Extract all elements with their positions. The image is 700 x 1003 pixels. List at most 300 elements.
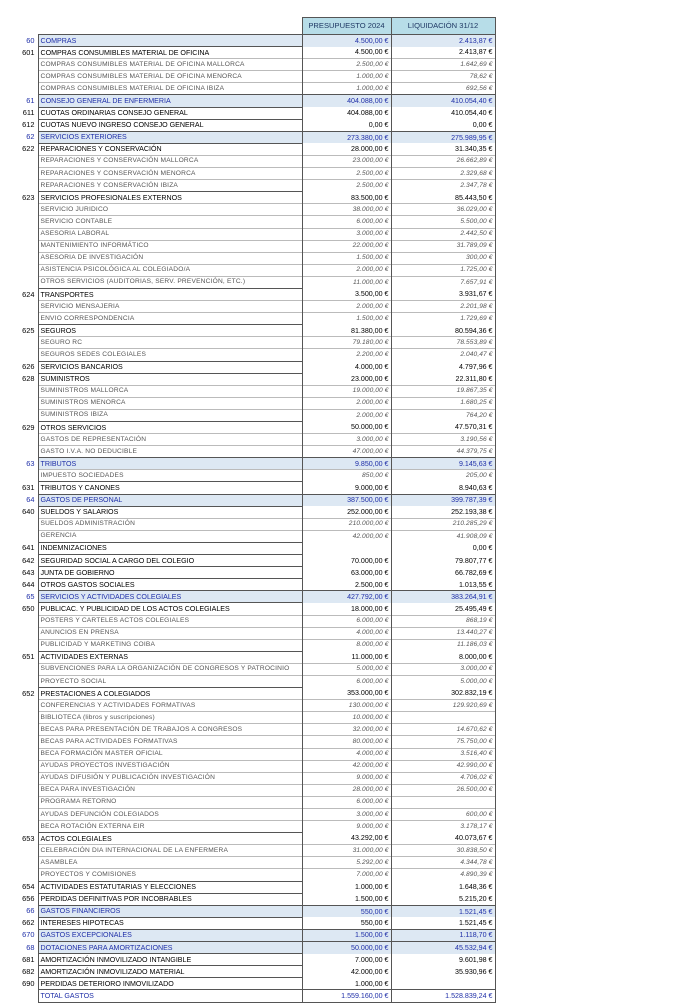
account-code: [9, 83, 38, 95]
detail-row: [9, 518, 495, 530]
account-description: PROYECTOS Y COMISIONES: [38, 869, 302, 881]
account-code: [9, 397, 38, 409]
account-row: [9, 325, 495, 337]
settled-amount: 8.000,00 €: [391, 651, 495, 663]
budget-amount: 79.180,00 €: [302, 337, 391, 349]
account-group-row: [9, 494, 495, 506]
detail-row: [9, 71, 495, 83]
budget-amount: 387.500,00 €: [302, 494, 391, 506]
settled-amount: 2.347,78 €: [391, 180, 495, 192]
account-code: 662: [22, 918, 35, 928]
account-code: [9, 301, 38, 313]
account-code: [9, 748, 38, 760]
account-code: 654: [22, 882, 35, 892]
settled-amount: 2.040,47 €: [391, 349, 495, 361]
budget-amount: 8.000,00 €: [302, 639, 391, 651]
budget-amount: 6.000,00 €: [302, 675, 391, 687]
budget-amount: 1.500,00 €: [302, 313, 391, 325]
account-code: [9, 470, 38, 482]
account-code: 690: [22, 978, 35, 988]
account-description: SERVICIOS EXTERIORES: [38, 131, 302, 143]
account-code: [9, 845, 38, 857]
account-description: DOTACIONES PARA AMORTIZACIONES: [38, 942, 302, 954]
detail-row: [9, 397, 495, 409]
settled-amount: 9.601,98 €: [391, 954, 495, 966]
account-description: COMPRAS CONSUMIBLES MATERIAL DE OFICINA MENORCA: [38, 71, 302, 83]
account-code: [9, 216, 38, 228]
budget-amount: 273.380,00 €: [302, 131, 391, 143]
account-description: SUBVENCIONES PARA LA ORGANIZACIÓN DE CONGRESOS Y PATROCINIO: [38, 663, 302, 675]
account-description: ENVIO CORRESPONDENCIA: [38, 313, 302, 325]
settled-amount: 1.729,69 €: [391, 313, 495, 325]
detail-row: [9, 712, 495, 724]
account-code: [9, 168, 38, 180]
account-code: [9, 530, 38, 542]
settled-amount: 1.725,00 €: [391, 264, 495, 276]
detail-row: [9, 409, 495, 421]
budget-amount: 11.000,00 €: [302, 651, 391, 663]
settled-amount: 4.797,96 €: [391, 361, 495, 373]
account-description: GASTOS DE REPRESENTACIÓN: [38, 434, 302, 446]
account-row: [9, 361, 495, 373]
budget-amount: 18.000,00 €: [302, 603, 391, 615]
detail-row: [9, 276, 495, 288]
budget-amount: 2.000,00 €: [302, 397, 391, 409]
budget-amount: 9.850,00 €: [302, 458, 391, 470]
account-code: 61: [9, 95, 38, 107]
budget-amount: 0,00 €: [302, 119, 391, 131]
budget-amount: 3.000,00 €: [302, 809, 391, 821]
header-blank-code: [9, 18, 38, 35]
account-code: [9, 518, 38, 530]
budget-amount: 31.000,00 €: [302, 845, 391, 857]
settled-amount: 410.054,40 €: [391, 95, 495, 107]
settled-amount: 31.340,35 €: [391, 143, 495, 155]
settled-amount: 9.145,63 €: [391, 458, 495, 470]
account-code: 670: [9, 929, 38, 941]
settled-amount: 66.782,69 €: [391, 567, 495, 579]
budget-amount: 1.000,00 €: [302, 71, 391, 83]
detail-row: [9, 446, 495, 458]
detail-row: [9, 59, 495, 71]
settled-amount: 1.528.839,24 €: [391, 990, 495, 1002]
budget-amount: 3.000,00 €: [302, 228, 391, 240]
budget-amount: 2.500,00 €: [302, 579, 391, 591]
account-description: ACTOS COLEGIALES: [38, 833, 302, 845]
settled-amount: 1.642,69 €: [391, 59, 495, 71]
account-code: [9, 663, 38, 675]
budget-amount: 1.000,00 €: [302, 83, 391, 95]
settled-amount: 78.553,89 €: [391, 337, 495, 349]
account-description: PUBLICAC. Y PUBLICIDAD DE LOS ACTOS COLEGIALES: [38, 603, 302, 615]
budget-amount: 5.292,00 €: [302, 857, 391, 869]
detail-row: [9, 760, 495, 772]
account-row: [9, 917, 495, 929]
settled-amount: 0,00 €: [391, 542, 495, 554]
settled-amount: 42.990,00 €: [391, 760, 495, 772]
detail-row: [9, 772, 495, 784]
account-code: [9, 809, 38, 821]
account-description: COMPRAS CONSUMIBLES MATERIAL DE OFICINA IBIZA: [38, 83, 302, 95]
detail-row: [9, 736, 495, 748]
account-row: [9, 542, 495, 554]
detail-row: [9, 204, 495, 216]
settled-amount: 1.521,45 €: [391, 917, 495, 929]
settled-amount: 275.989,95 €: [391, 131, 495, 143]
settled-amount: 75.750,00 €: [391, 736, 495, 748]
account-code: 65: [9, 591, 38, 603]
account-code: 625: [22, 325, 35, 335]
budget-amount: 2.000,00 €: [302, 301, 391, 313]
budget-amount: 1.559.160,00 €: [302, 990, 391, 1002]
account-code: [9, 675, 38, 687]
header-blank-desc: [38, 18, 302, 35]
account-code: 650: [22, 603, 35, 613]
budget-amount: 2.500,00 €: [302, 180, 391, 192]
account-description: COMPRAS CONSUMIBLES MATERIAL DE OFICINA: [38, 47, 302, 59]
account-code: [9, 712, 38, 724]
settled-amount: 1.648,36 €: [391, 881, 495, 893]
account-description: SUMINISTROS MENORCA: [38, 397, 302, 409]
budget-amount: 1.000,00 €: [302, 881, 391, 893]
account-row: [9, 373, 495, 385]
account-description: CUOTAS ORDINARIAS CONSEJO GENERAL: [38, 107, 302, 119]
settled-amount: 0,00 €: [391, 119, 495, 131]
account-description: SUMINISTROS: [38, 373, 302, 385]
settled-amount: 1.013,55 €: [391, 579, 495, 591]
account-code: 66: [9, 905, 38, 917]
account-description: GASTOS EXCEPCIONALES: [38, 929, 302, 941]
account-code: [9, 409, 38, 421]
account-description: ACTIVIDADES EXTERNAS: [38, 651, 302, 663]
account-description: COMPRAS CONSUMIBLES MATERIAL DE OFICINA MALLORCA: [38, 59, 302, 71]
settled-amount: 1.521,45 €: [391, 905, 495, 917]
account-description: INDEMNIZACIONES: [38, 542, 302, 554]
account-code: [9, 760, 38, 772]
settled-amount: 5.215,20 €: [391, 893, 495, 905]
account-code: 641: [22, 543, 35, 553]
budget-amount: [302, 542, 391, 554]
account-row: [9, 688, 495, 700]
account-description: BECAS PARA ACTIVIDADES FORMATIVAS: [38, 736, 302, 748]
settled-amount: 41.908,09 €: [391, 530, 495, 542]
account-description: CUOTAS NUEVO INGRESO CONSEJO GENERAL: [38, 119, 302, 131]
settled-amount: 1.118,70 €: [391, 929, 495, 941]
settled-amount: 4.344,78 €: [391, 857, 495, 869]
account-row: [9, 567, 495, 579]
settled-amount: 4.890,39 €: [391, 869, 495, 881]
account-row: [9, 288, 495, 300]
account-description: SEGURIDAD SOCIAL A CARGO DEL COLEGIO: [38, 555, 302, 567]
account-code: [9, 990, 38, 1002]
detail-row: [9, 337, 495, 349]
account-code: 622: [22, 144, 35, 154]
budget-amount: 7.000,00 €: [302, 954, 391, 966]
account-description: GASTOS FINANCIEROS: [38, 905, 302, 917]
account-code: 644: [22, 579, 35, 589]
account-row: [9, 119, 495, 131]
detail-row: [9, 530, 495, 542]
budget-amount: 2.000,00 €: [302, 409, 391, 421]
settled-amount: 3.516,40 €: [391, 748, 495, 760]
settled-amount: [391, 712, 495, 724]
account-group-row: [9, 95, 495, 107]
account-description: ASESORIA DE INVESTIGACIÓN: [38, 252, 302, 264]
account-code: 652: [22, 688, 35, 698]
detail-row: [9, 155, 495, 167]
account-group-row: [9, 131, 495, 143]
budget-amount: 9.000,00 €: [302, 821, 391, 833]
settled-amount: 600,00 €: [391, 809, 495, 821]
settled-amount: 8.940,63 €: [391, 482, 495, 494]
account-code: 60: [9, 35, 38, 47]
account-description: OTROS GASTOS SOCIALES: [38, 579, 302, 591]
budget-amount: 4.500,00 €: [302, 35, 391, 47]
settled-amount: 2.442,50 €: [391, 228, 495, 240]
budget-amount: 38.000,00 €: [302, 204, 391, 216]
account-group-row: [9, 905, 495, 917]
detail-row: [9, 470, 495, 482]
account-description: CELEBRACIÓN DIA INTERNACIONAL DE LA ENFERMERA: [38, 845, 302, 857]
detail-row: [9, 857, 495, 869]
settled-amount: 383.264,91 €: [391, 591, 495, 603]
account-code: [9, 349, 38, 361]
account-code: 681: [22, 954, 35, 964]
account-code: 62: [9, 131, 38, 143]
account-description: ASAMBLEA: [38, 857, 302, 869]
account-row: [9, 978, 495, 990]
budget-amount: 7.000,00 €: [302, 869, 391, 881]
account-code: [9, 264, 38, 276]
budget-amount: 28.000,00 €: [302, 784, 391, 796]
budget-amount: 23.000,00 €: [302, 155, 391, 167]
detail-row: [9, 301, 495, 313]
account-description: BECAS PARA PRESENTACIÓN DE TRABAJOS A CONGRESOS: [38, 724, 302, 736]
settled-amount: 26.500,00 €: [391, 784, 495, 796]
settled-amount: 2.201,98 €: [391, 301, 495, 313]
budget-amount: 9.000,00 €: [302, 482, 391, 494]
detail-row: [9, 809, 495, 821]
account-code: [9, 772, 38, 784]
account-code: [9, 313, 38, 325]
account-row: [9, 954, 495, 966]
account-row: [9, 47, 495, 59]
account-code: [9, 276, 38, 288]
settled-amount: 300,00 €: [391, 252, 495, 264]
account-description: SERVICIO MENSAJERIA: [38, 301, 302, 313]
account-code: [9, 180, 38, 192]
settled-amount: 410.054,40 €: [391, 107, 495, 119]
detail-row: [9, 663, 495, 675]
settled-amount: 14.670,62 €: [391, 724, 495, 736]
account-description: CONSEJO GENERAL DE ENFERMERIA: [38, 95, 302, 107]
account-code: 642: [22, 555, 35, 565]
account-description: BECA FORMACIÓN MASTER OFICIAL: [38, 748, 302, 760]
account-description: SEGUROS SEDES COLEGIALES: [38, 349, 302, 361]
account-code: 63: [9, 458, 38, 470]
settled-amount: 40.073,67 €: [391, 833, 495, 845]
detail-row: [9, 264, 495, 276]
account-code: 651: [22, 652, 35, 662]
account-description: TOTAL GASTOS: [38, 990, 302, 1002]
budget-amount: 252.000,00 €: [302, 506, 391, 518]
account-row: [9, 966, 495, 978]
total-row: [9, 990, 495, 1002]
detail-row: [9, 724, 495, 736]
account-description: OTROS SERVICIOS (AUDITORIAS, SERV. PREVENCIÓN, ETC.): [38, 276, 302, 288]
account-row: [9, 192, 495, 204]
account-description: SERVICIOS BANCARIOS: [38, 361, 302, 373]
budget-amount: 63.000,00 €: [302, 567, 391, 579]
account-description: PUBLICIDAD Y MARKETING COIBA: [38, 639, 302, 651]
budget-amount: 4.000,00 €: [302, 361, 391, 373]
settled-amount: 210.285,29 €: [391, 518, 495, 530]
settled-amount: 80.594,36 €: [391, 325, 495, 337]
settled-amount: 2.329,68 €: [391, 168, 495, 180]
account-row: [9, 881, 495, 893]
account-group-row: [9, 35, 495, 47]
settled-amount: 252.193,38 €: [391, 506, 495, 518]
detail-row: [9, 639, 495, 651]
account-description: REPARACIONES Y CONSERVACIÓN: [38, 143, 302, 155]
account-description: AMORTIZACIÓN INMOVILIZADO INTANGIBLE: [38, 954, 302, 966]
account-code: 68: [9, 942, 38, 954]
budget-amount: 2.200,00 €: [302, 349, 391, 361]
account-description: REPARACIONES Y CONSERVACIÓN MALLORCA: [38, 155, 302, 167]
settled-amount: 3.931,67 €: [391, 288, 495, 300]
account-code: 624: [22, 289, 35, 299]
budget-amount: 353.000,00 €: [302, 688, 391, 700]
account-description: TRIBUTOS Y CANONES: [38, 482, 302, 494]
budget-amount: 850,00 €: [302, 470, 391, 482]
account-description: BECA PARA INVESTIGACIÓN: [38, 784, 302, 796]
settled-amount: 868,19 €: [391, 615, 495, 627]
account-description: PERDIDAS DETERIORO INMOVILIZADO: [38, 978, 302, 990]
account-row: [9, 143, 495, 155]
account-code: 64: [9, 494, 38, 506]
settled-amount: 5.000,00 €: [391, 675, 495, 687]
settled-amount: 1.680,25 €: [391, 397, 495, 409]
account-code: 629: [22, 422, 35, 432]
account-description: JUNTA DE GOBIERNO: [38, 567, 302, 579]
settled-amount: 7.657,91 €: [391, 276, 495, 288]
detail-row: [9, 821, 495, 833]
account-description: SUMINISTROS IBIZA: [38, 409, 302, 421]
detail-row: [9, 627, 495, 639]
account-group-row: [9, 942, 495, 954]
budget-amount: 3.500,00 €: [302, 288, 391, 300]
account-description: SERVICIO JURIDICO: [38, 204, 302, 216]
budget-amount: 2.500,00 €: [302, 168, 391, 180]
account-code: 631: [22, 483, 35, 493]
detail-row: [9, 796, 495, 808]
budget-amount: 6.000,00 €: [302, 216, 391, 228]
budget-amount: 6.000,00 €: [302, 615, 391, 627]
detail-row: [9, 168, 495, 180]
account-description: OTROS SERVICIOS: [38, 422, 302, 434]
account-description: SERVICIO CONTABLE: [38, 216, 302, 228]
account-description: INTERESES HIPOTECAS: [38, 917, 302, 929]
account-code: 601: [22, 47, 35, 57]
account-description: ACTIVIDADES ESTATUTARIAS Y ELECCIONES: [38, 881, 302, 893]
budget-amount: 4.500,00 €: [302, 47, 391, 59]
budget-amount: 70.000,00 €: [302, 555, 391, 567]
account-row: [9, 107, 495, 119]
settled-amount: 399.787,39 €: [391, 494, 495, 506]
settled-amount: 4.706,02 €: [391, 772, 495, 784]
account-description: SERVICIOS Y ACTIVIDADES COLEGIALES: [38, 591, 302, 603]
account-description: SERVICIOS PROFESIONALES EXTERNOS: [38, 192, 302, 204]
settled-amount: 129.920,69 €: [391, 700, 495, 712]
account-row: [9, 555, 495, 567]
settled-amount: 2.413,87 €: [391, 35, 495, 47]
account-description: ANUNCIOS EN PRENSA: [38, 627, 302, 639]
account-description: SUELDOS ADMINISTRACIÓN: [38, 518, 302, 530]
budget-amount: 427.792,00 €: [302, 591, 391, 603]
account-row: [9, 579, 495, 591]
account-description: REPARACIONES Y CONSERVACIÓN IBIZA: [38, 180, 302, 192]
detail-row: [9, 83, 495, 95]
settled-amount: 79.807,77 €: [391, 555, 495, 567]
budget-amount: 80.000,00 €: [302, 736, 391, 748]
account-code: [9, 724, 38, 736]
budget-amount: 10.000,00 €: [302, 712, 391, 724]
settled-amount: 19.867,35 €: [391, 385, 495, 397]
budget-amount: 550,00 €: [302, 905, 391, 917]
detail-row: [9, 349, 495, 361]
account-code: [9, 240, 38, 252]
budget-amount: 404.088,00 €: [302, 95, 391, 107]
budget-amount: 42.000,00 €: [302, 760, 391, 772]
budget-amount: 23.000,00 €: [302, 373, 391, 385]
settled-amount: 2.413,87 €: [391, 47, 495, 59]
account-description: PRESTACIONES A COLEGIADOS: [38, 688, 302, 700]
account-code: [9, 821, 38, 833]
budget-amount: 47.000,00 €: [302, 446, 391, 458]
detail-row: [9, 228, 495, 240]
account-code: 640: [22, 507, 35, 517]
header-liquidacion: LIQUIDACIÓN 31/12: [391, 18, 495, 35]
budget-amount: 19.000,00 €: [302, 385, 391, 397]
account-code: 626: [22, 362, 35, 372]
settled-amount: 44.379,75 €: [391, 446, 495, 458]
settled-amount: 22.311,80 €: [391, 373, 495, 385]
account-group-row: [9, 458, 495, 470]
account-description: PROYECTO SOCIAL: [38, 675, 302, 687]
budget-amount: 210.000,00 €: [302, 518, 391, 530]
account-description: BECA ROTACIÓN EXTERNA EIR: [38, 821, 302, 833]
settled-amount: 13.440,27 €: [391, 627, 495, 639]
budget-amount: 43.292,00 €: [302, 833, 391, 845]
account-row: [9, 651, 495, 663]
budget-amount: 130.000,00 €: [302, 700, 391, 712]
settled-amount: 31.789,09 €: [391, 240, 495, 252]
budget-amount: 4.000,00 €: [302, 627, 391, 639]
account-description: CONFERENCIAS Y ACTIVIDADES FORMATIVAS: [38, 700, 302, 712]
account-code: 612: [22, 120, 35, 130]
settled-amount: 692,56 €: [391, 83, 495, 95]
account-description: AYUDAS PROYECTOS INVESTIGACIÓN: [38, 760, 302, 772]
account-description: AMORTIZACIÓN INMOVILIZADO MATERIAL: [38, 966, 302, 978]
settled-amount: 302.832,19 €: [391, 688, 495, 700]
account-code: [9, 784, 38, 796]
budget-amount: 3.000,00 €: [302, 434, 391, 446]
account-code: [9, 700, 38, 712]
account-row: [9, 833, 495, 845]
account-row: [9, 422, 495, 434]
account-description: AYUDAS DIFUSIÓN Y PUBLICACIÓN INVESTIGACIÓN: [38, 772, 302, 784]
account-description: AYUDAS DEFUNCIÓN COLEGIADOS: [38, 809, 302, 821]
